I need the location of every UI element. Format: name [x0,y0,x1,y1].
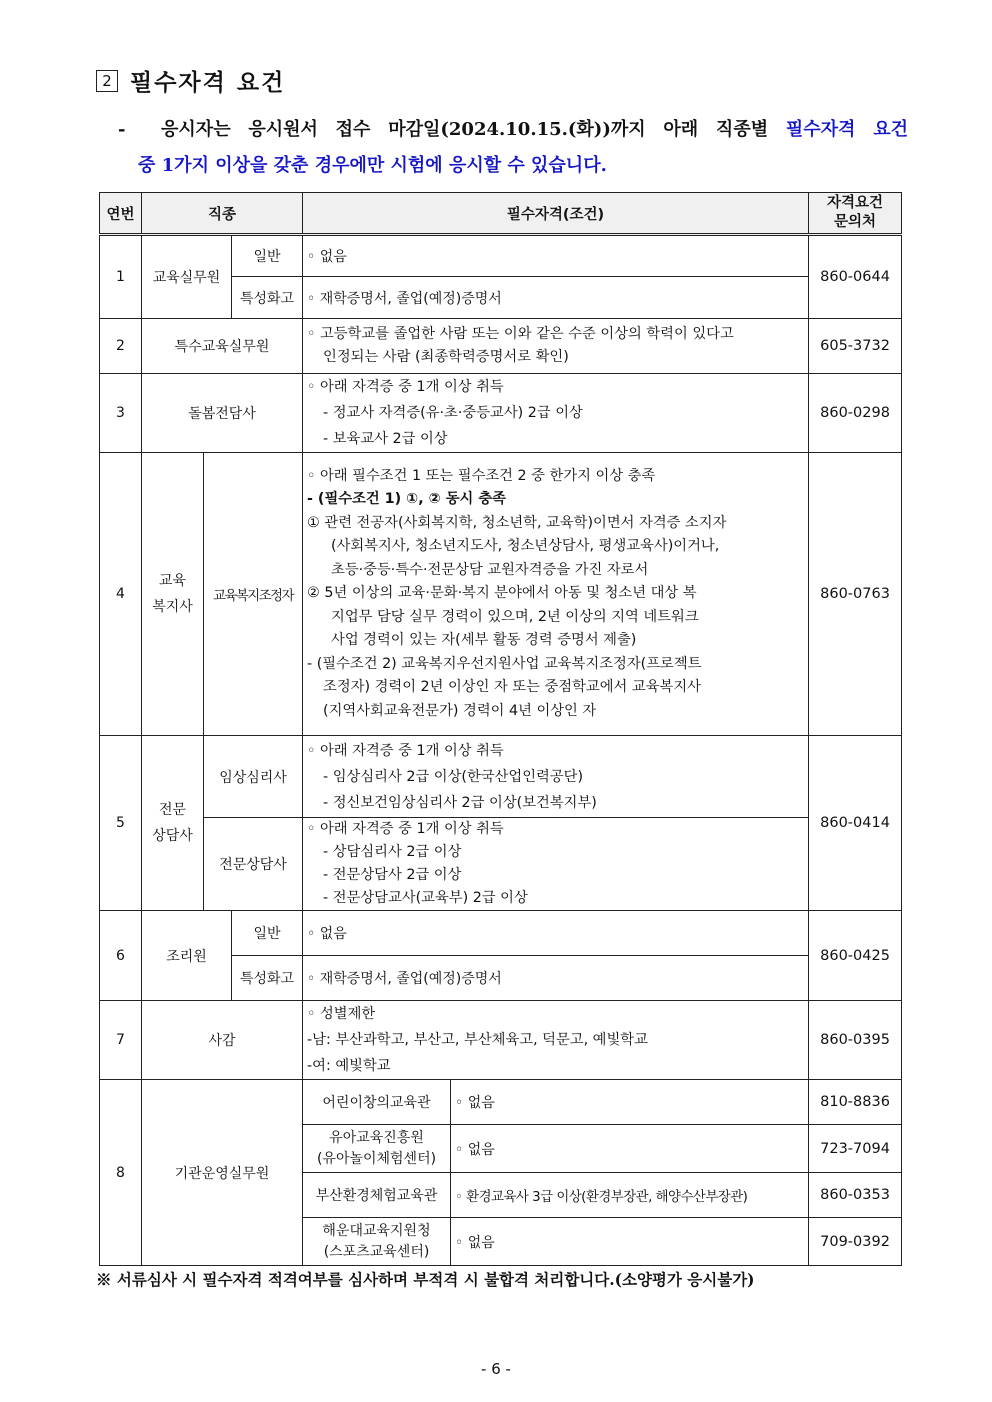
job-name: 사감 [142,1001,303,1080]
job-sub: 일반 [232,911,303,956]
table-row [100,319,902,374]
condition: ◦ 없음 [451,1080,809,1125]
table-row [100,453,902,736]
condition [303,453,809,736]
intro-line-2: 중 1가지 이상을 갖춘 경우에만 시험에 응시할 수 있습니다. [138,155,607,176]
requirements-table [99,192,902,1266]
contact-number: 723-7094 [809,1125,902,1173]
row-no: 5 [100,736,142,911]
table-row [100,736,902,818]
condition-line: ② 5년 이상의 교육·문화·복지 분야에서 아동 및 청소년 대상 복 [307,585,697,602]
intro-dash: - [118,119,126,140]
table-row [100,1001,902,1080]
row-no: 3 [100,374,142,453]
table-row [100,1080,902,1125]
condition-line: - 보육교사 2급 이상 [323,431,448,447]
condition: ◦ 재학증명서, 졸업(예정)증명서 [303,277,809,319]
contact-number: 860-0395 [809,1001,902,1080]
table-row [100,374,902,453]
header-no: 연번 [100,193,142,235]
condition: ◦ 재학증명서, 졸업(예정)증명서 [303,956,809,1001]
intro-line-1 [118,112,908,148]
condition-line: -남: 부산과학고, 부산고, 부산체육고, 덕문고, 예빛학교 [307,1032,648,1048]
condition-line: - 정신보건임상심리사 2급 이상(보건복지부) [323,794,597,811]
org-name: 부산환경체험교육관 [303,1173,451,1218]
condition [303,1001,809,1080]
condition-line: 인정되는 사람 (최종학력증명서로 확인) [323,349,569,365]
condition-line: (사회복지사, 청소년지도사, 청소년상담사, 평생교육사)이거나, [331,538,720,555]
row-no: 2 [100,319,142,374]
job-sub: 임상심리사 [204,736,303,818]
condition [303,374,809,453]
condition-line: ◦ 고등학교를 졸업한 사람 또는 이와 같은 수준 이상의 학력이 있다고 [307,326,734,342]
section-title: 필수자격 요건 [130,70,286,96]
row-no: 7 [100,1001,142,1080]
contact-number: 860-0353 [809,1173,902,1218]
condition-line: ① 관련 전공자(사회복지학, 청소년학, 교육학)이면서 자격증 소지자 [307,514,727,531]
condition: ◦ 환경교육사 3급 이상(환경부장관, 해양수산부장관) [451,1173,809,1218]
header-qualification: 필수자격(조건) [303,193,809,235]
condition-line: ◦ 아래 자격증 중 1개 이상 취득 [307,379,504,395]
contact-number: 860-0298 [809,374,902,453]
condition-line: ◦ 아래 자격증 중 1개 이상 취득 [307,821,504,837]
job-sub: 교육복지조정자 [204,453,303,736]
section-number-box: 2 [96,70,118,92]
table-row [100,911,902,956]
job-sub: 전문상담사 [204,818,303,911]
row-no: 6 [100,911,142,1001]
intro-text: 응시자는 응시원서 접수 마감일(2024.10.15.(화))까지 아래 직종별 [161,119,769,140]
condition-line: - 전문상담교사(교육부) 2급 이상 [323,890,528,906]
condition-line: -여: 예빛학교 [307,1058,391,1074]
job-sub: 일반 [232,235,303,277]
section-heading [96,64,285,97]
contact-number: 605-3732 [809,319,902,374]
condition [303,736,809,818]
contact-number: 860-0763 [809,453,902,736]
condition-line: 초등·중등·특수·전문상담 교원자격증을 가진 자로서 [331,561,649,578]
job-name: 교육실무원 [142,235,232,319]
condition-line: ◦ 성별제한 [307,1006,376,1022]
contact-number: 860-0414 [809,736,902,911]
condition-line: - (필수조건 1) ①, ② 동시 충족 [307,491,506,508]
contact-number: 810-8836 [809,1080,902,1125]
condition: ◦ 없음 [451,1218,809,1266]
condition-line: - 상담심리사 2급 이상 [323,844,462,860]
condition-line: 지업무 담당 실무 경력이 있으며, 2년 이상의 지역 네트워크 [331,608,699,625]
condition: ◦ 없음 [451,1125,809,1173]
footer-note: ※ 서류심사 시 필수자격 적격여부를 심사하며 부적격 시 불합격 처리합니다.(소양평가 응시불가) [96,1270,755,1289]
org-name: 어린이창의교육관 [303,1080,451,1125]
row-no: 1 [100,235,142,319]
job-name: 돌봄전담사 [142,374,303,453]
intro-paragraph [118,112,908,184]
job-sub: 특성화고 [232,277,303,319]
intro-highlight-1: 필수자격 요건 [785,119,908,140]
row-no: 8 [100,1080,142,1266]
contact-number: 860-0425 [809,911,902,1001]
row-no: 4 [100,453,142,736]
contact-number: 709-0392 [809,1218,902,1266]
condition [303,319,809,374]
condition-line: 조정자) 경력이 2년 이상인 자 또는 중점학교에서 교육복지사 [323,679,701,696]
condition: ◦ 없음 [303,911,809,956]
job-name: 전문 상담사 [142,736,204,911]
condition-line: - 전문상담사 2급 이상 [323,867,462,883]
contact-number: 860-0644 [809,235,902,319]
table-row [100,818,902,911]
job-name: 특수교육실무원 [142,319,303,374]
table-header-row [100,193,902,235]
table-row [100,235,902,277]
header-contact: 자격요건 문의처 [809,193,902,235]
condition-line: - (필수조건 2) 교육복지우선지원사업 교육복지조정자(프로젝트 [307,655,702,672]
condition-line: - 정교사 자격증(유·초·중등교사) 2급 이상 [323,405,583,421]
condition-line: ◦ 아래 필수조건 1 또는 필수조건 2 중 한가지 이상 충족 [307,467,656,484]
condition-line: (지역사회교육전문가) 경력이 4년 이상인 자 [323,702,597,719]
condition [303,818,809,911]
condition: ◦ 없음 [303,235,809,277]
job-name: 조리원 [142,911,232,1001]
page-number: - 6 - [481,1360,511,1378]
job-name: 기관운영실무원 [142,1080,303,1266]
job-name: 교육 복지사 [142,453,204,736]
org-name: 해운대교육지원청 (스포츠교육센터) [303,1218,451,1266]
condition-line: - 임상심리사 2급 이상(한국산업인력공단) [323,768,584,785]
header-job: 직종 [142,193,303,235]
condition-line: ◦ 아래 자격증 중 1개 이상 취득 [307,742,504,759]
job-sub: 특성화고 [232,956,303,1001]
condition-line: 사업 경력이 있는 자(세부 활동 경력 증명서 제출) [331,632,637,649]
org-name: 유아교육진흥원 (유아놀이체험센터) [303,1125,451,1173]
